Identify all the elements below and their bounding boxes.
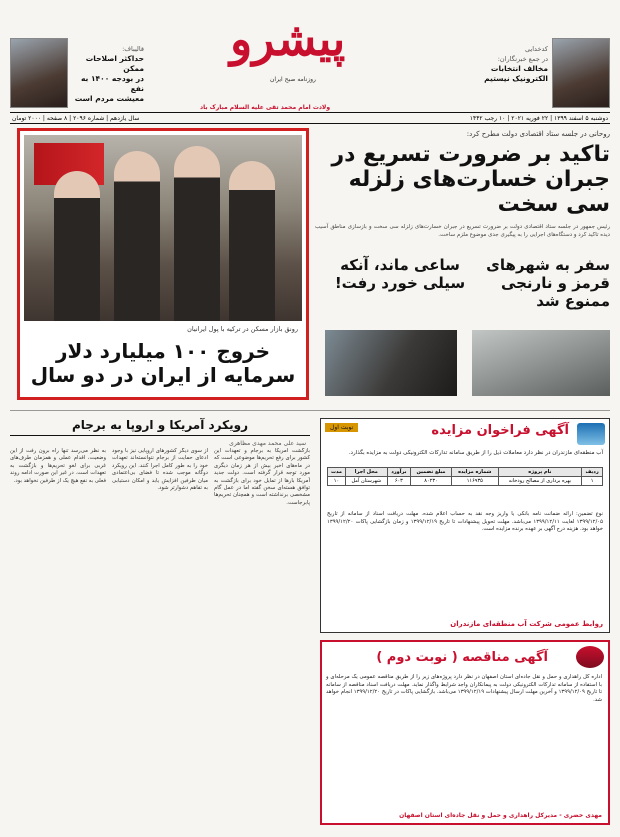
auction-table-header: ردیف — [582, 468, 603, 477]
auction-intro: آب منطقه‌ای مازندران در نظر دارد معاملات ذیل را از طریق سامانه تدارکات الکترونیکی دولت به مزایده بگذارد. — [348, 450, 603, 456]
figure-1 — [54, 171, 100, 321]
auction-table-header: مبلغ تضمین — [411, 468, 452, 477]
travel-ban-photo — [472, 330, 610, 396]
auction-table-cell: ۱ — [582, 477, 603, 486]
opinion-column-1: بازگشت آمریکا به برجام و تعهدات این کشور برای رفع تحریم‌ها موضوعی است که در ماه‌های اخیر بیش از هر زمان دیگری مورد توجه قرار گرفته است. دولت جدید آمریکا بارها از تمایل خود برای بازگشت به توافق هسته‌ای سخن گفته اما در عمل گام مشخصی برنداشته است و همچنان تحریم‌ها پابرجاست. — [214, 448, 310, 506]
auction-title: آگهی فراخوان مزایده — [431, 423, 569, 438]
auction-rules: نوع تضمین: ارائه ضمانت نامه بانکی یا واریز وجه نقد به حساب اعلام شده. مهلت دریافت اسناد از سامانه از تاریخ ۱۳۹۹/۱۲/۰۵ لغایت ۱۳۹۹/۱۲/۱۱ می‌باشد. مهلت تحویل پیشنهادات تا تاریخ ۱۳۹۹/۱۲/۱۹ و زمان بازگشایی پاکات ۱۳۹۹/۱۲/۲۰ خواهد بود. هزینه درج آگهی بر عهده برنده مزایده است. — [327, 511, 604, 533]
teaser-left-line2: حداکثر اصلاحات ممکن — [85, 54, 144, 73]
water-company-logo — [577, 423, 605, 445]
auction-table-header: شماره مزایده — [452, 468, 499, 477]
teaser-right-line3: مخالف انتخابات — [490, 64, 548, 73]
opinion-author: سید علی محمد مهدی مظاهری — [229, 440, 306, 447]
auction-table-cell: ۸۰۲۳۰ — [411, 477, 452, 486]
travel-ban-headline[interactable]: سفر به شهرهای قرمز و نارنجی ممنوع شد — [486, 256, 610, 310]
tender-title: آگهی مناقصه ( نوبت دوم ) — [376, 650, 548, 665]
teaser-right-line1: کدخدایی — [525, 45, 548, 53]
tender-notice[interactable] — [320, 640, 610, 825]
lead-story[interactable] — [315, 130, 610, 240]
teaser-left-line3: در بودجه ۱۴۰۰ به نفع — [80, 74, 144, 93]
auction-table-header: مدت — [328, 468, 346, 477]
auction-table — [327, 467, 603, 486]
featured-story-box[interactable] — [17, 128, 309, 400]
masthead-tagline: ولادت امام محمد تقی علیه السلام مبارک باد — [200, 104, 331, 111]
story-football[interactable] — [330, 256, 470, 292]
masthead — [10, 6, 610, 114]
teaser-left-line1: قالیباف: — [122, 45, 144, 53]
story-travel-ban[interactable] — [470, 256, 610, 336]
teaser-right[interactable] — [475, 38, 610, 108]
auction-table-cell: شهرستان آمل — [345, 477, 387, 486]
auction-table-cell: بهره برداری از مصالح رودخانه — [498, 477, 582, 486]
auction-table-cell: ۱۱۶۹۳۵ — [452, 477, 499, 486]
auction-table-cell: ۱۰ — [328, 477, 346, 486]
opinion-column-2: از سوی دیگر کشورهای اروپایی نیز با وجود ادعای حمایت از برجام نتوانسته‌اند تعهدات خود را به طور کامل اجرا کنند. این رویکرد دوگانه موجب شده تا فضای بی‌اعتمادی میان طرفین افزایش یابد و امکان دستیابی به تفاهم دشوارتر شود. — [112, 448, 208, 492]
figure-2 — [114, 151, 160, 321]
auction-signature: روابط عمومی شرکت آب منطقه‌ای مازندران — [450, 620, 603, 628]
opinion-headline[interactable]: رویکرد آمریکا و اروپا به برجام — [10, 418, 310, 436]
football-photo — [325, 330, 457, 396]
newspaper-logo[interactable]: پیشرو — [230, 12, 346, 66]
featured-headline[interactable]: خروج ۱۰۰ میلیارد دلار سرمایه از ایران در دو سال — [30, 339, 296, 387]
section-divider — [10, 410, 610, 411]
teaser-left[interactable] — [10, 38, 145, 108]
featured-kicker: رونق بازار مسکن در ترکیه با پول ایرانیان — [187, 325, 298, 333]
auction-table-header: برآورد — [387, 468, 410, 477]
teaser-photo-qalibaf — [10, 38, 68, 108]
teaser-right-line4: الکترونیک نیستیم — [484, 74, 548, 83]
lead-body: رئیس جمهور در جلسه ستاد اقتصادی دولت بر ضرورت تسریع در جبران خسارت‌های زلزله سی سخت و بازسازی مناطق آسیب دیده تاکید کرد و دستگاه‌های اجرایی را به پیگیری جدی موضوع ملزم ساخت. — [315, 224, 610, 238]
opinion-column-3: به نظر می‌رسد تنها راه برون رفت از این وضعیت، اقدام عملی و همزمان طرف‌های غربی برای لغو تحریم‌ها و بازگشت به تعهدات است. در غیر این صورت ادامه روند فعلی به نفع هیچ یک از طرفین نخواهد بود. — [10, 448, 106, 484]
issue-date: دوشنبه ۵ اسفند ۱۳۹۹ | ۲۲ فوریه ۲۰۲۱ | ۱۰ رجب ۱۴۴۲ — [469, 115, 608, 122]
logo-subtitle: روزنامه صبح ایران — [270, 76, 316, 83]
auction-table-header: محل اجرا — [345, 468, 387, 477]
football-headline[interactable]: ساعی ماند، آنکه سیلی خورد رفت! — [334, 256, 466, 292]
featured-photo — [24, 135, 302, 321]
teaser-photo-kadkhodaei — [552, 38, 610, 108]
tender-signature: مهدی خضری - مدیرکل راهداری و حمل و نقل جاده‌ای استان اصفهان — [399, 812, 602, 819]
dateline — [10, 112, 610, 124]
lead-headline[interactable]: تاکید بر ضرورت تسریع در جبران خسارت‌های زلزله سی سخت — [331, 142, 610, 217]
opinion-article[interactable] — [10, 418, 310, 823]
road-admin-logo — [576, 646, 604, 668]
auction-table-header: نام پروژه — [498, 468, 582, 477]
auction-badge: نوبت اول — [325, 423, 358, 432]
figure-3 — [174, 146, 220, 321]
auction-table-cell: ۶۰۳ — [387, 477, 410, 486]
figure-4 — [229, 161, 275, 321]
issue-info: سال یازدهم | شماره ۲۰۹۶ | ۸ صفحه | ۲۰۰۰ تومان — [12, 115, 140, 122]
tender-body: اداره کل راهداری و حمل و نقل جاده‌ای استان اصفهان در نظر دارد پروژه‌های زیر را از طریق مناقصه عمومی یک مرحله‌ای و با استفاده از سامانه تدارکات الکترونیکی دولت به پیمانکاران واجد شرایط واگذار نماید. مهلت دریافت اسناد مناقصه از سامانه تا تاریخ ۱۳۹۹/۱۲/۰۹ و آخرین مهلت ارسال پیشنهادات ۱۳۹۹/۱۲/۱۹ می‌باشد. بازگشایی پاکات در تاریخ ۱۳۹۹/۱۲/۲۰ انجام خواهد شد. — [326, 674, 602, 703]
teaser-right-line2: در جمع خبرنگاران: — [497, 55, 548, 63]
auction-table-row — [328, 477, 603, 486]
auction-notice[interactable] — [320, 418, 610, 633]
teaser-left-line4: معیشت مردم است — [74, 94, 144, 103]
lead-kicker: روحانی در جلسه ستاد اقتصادی دولت مطرح کرد: — [466, 130, 610, 138]
